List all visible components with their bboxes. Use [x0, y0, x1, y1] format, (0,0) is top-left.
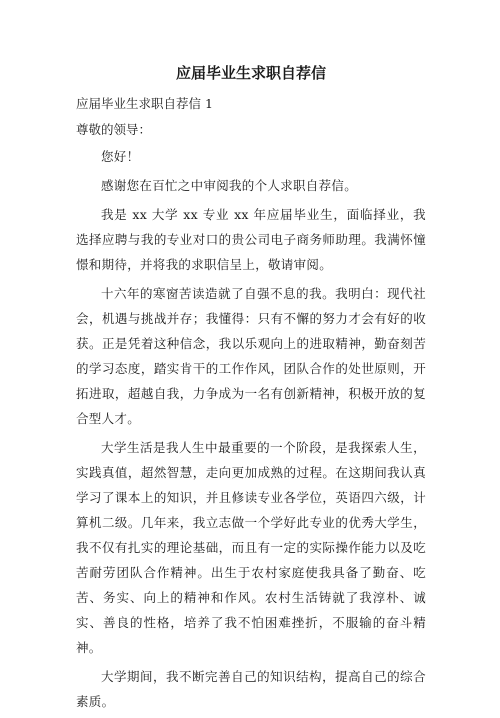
salutation: 尊敬的领导：: [76, 122, 152, 137]
paragraph-college-life: 大学生活是我人生中最重要的一个阶段，是我探索人生，实践真值，超然智慧，走向更加成熟的过程。在这期间我认真学习了课本上的知识，并且修读专业各学位，英语四六级，计算机二级。几年来，我立志做一个学好此专业的优秀大学生，我不仅有扎实的理论基础，而且有一定的实际操作能力以及吃苦耐劳团队合作精神。出生于农村家庭使我具备了勤奋、吃苦、务实、向上的精神和作风。农村生活铸就了我淳朴、诚实、善良的性格，培养了我不怕困难挫折，不服输的奋斗精神。: [76, 440, 426, 655]
paragraph-introduction: 我是 xx 大学 xx 专业 xx 年应届毕业生，面临择业，我选择应聘与我的专业对口的贵公司电子商务师助理。我满怀憧憬和期待，并将我的求职信呈上，敬请审阅。: [76, 207, 426, 272]
document-page: [76, 62, 426, 718]
paragraph-college-period: 大学期间，我不断完善自己的知识结构，提高自己的综合素质。: [76, 669, 426, 709]
paragraph-greeting: 您好！: [101, 149, 140, 164]
document-subtitle: 应届毕业生求职自荐信 1: [76, 96, 213, 111]
paragraph-study-years: 十六年的寒窗苦读造就了自强不息的我。我明白：现代社会，机遇与挑战并存；我懂得：只有不懈的努力才会有好的收获。正是凭着这种信念，我以乐观向上的进取精神，勤奋刻苦的学习态度，踏实肯干的工作作风，团队合作的处世原则，开拓进取，超越自我，力争成为一名有创新精神，积极开放的复合型人才。: [76, 286, 426, 426]
document-title: 应届毕业生求职自荐信: [175, 64, 326, 82]
paragraph-thanks: 感谢您在百忙之中审阅我的个人求职自荐信。: [101, 178, 358, 193]
